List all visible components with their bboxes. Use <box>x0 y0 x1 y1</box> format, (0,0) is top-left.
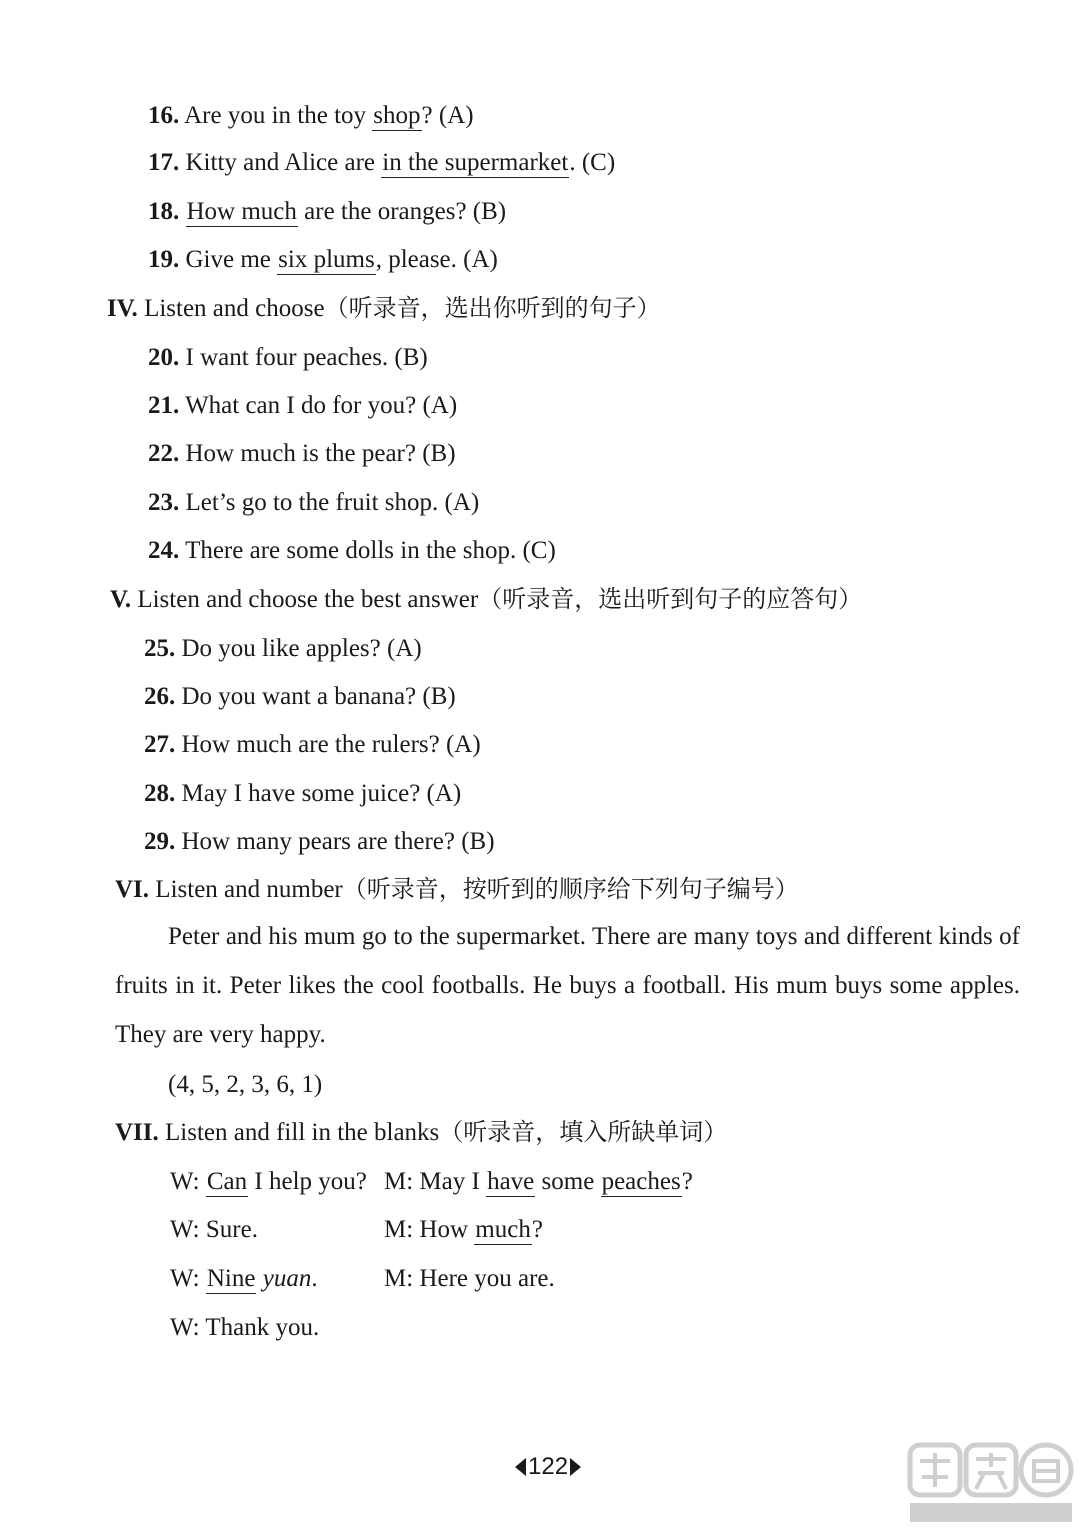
item-28 <box>144 781 461 806</box>
item-number: 29. <box>144 828 176 855</box>
item-text: , please. (A) <box>375 246 498 273</box>
page-number <box>515 1453 581 1481</box>
item-text: are the oranges? (B) <box>297 198 507 225</box>
item-number: 24. <box>148 537 180 564</box>
item-text: Are you in the toy <box>184 102 373 129</box>
item-text: How much is the pear? (B) <box>185 440 456 467</box>
watermark-logo-icon <box>906 1441 1076 1526</box>
section-heading-vi <box>115 877 799 902</box>
dialogue-text: . <box>311 1265 318 1292</box>
item-number: 28. <box>144 780 176 807</box>
page-number-text: 122 <box>528 1453 569 1480</box>
dialogue-w-line-1 <box>170 1169 367 1194</box>
item-text: What can I do for you? (A) <box>185 392 458 419</box>
item-25 <box>144 636 422 661</box>
item-number: 20. <box>148 344 180 371</box>
answer-underline: much <box>475 1216 531 1243</box>
item-number: 26. <box>144 683 176 710</box>
dialogue-text: W: <box>170 1168 206 1195</box>
item-17 <box>148 150 615 175</box>
section-numeral: VI. <box>115 876 150 903</box>
item-number: 25. <box>144 635 176 662</box>
item-number: 23. <box>148 489 180 516</box>
answer-underline: have <box>487 1168 535 1195</box>
item-number: 21. <box>148 392 180 419</box>
item-29 <box>144 829 495 854</box>
item-26 <box>144 684 456 709</box>
listening-passage <box>115 912 1020 1059</box>
item-number: 19. <box>148 246 180 273</box>
item-number: 17. <box>148 149 180 176</box>
dialogue-text: W: <box>170 1265 206 1292</box>
dialogue-m-line-1 <box>384 1169 693 1194</box>
item-19 <box>148 247 498 272</box>
item-text: Kitty and Alice are <box>185 149 382 176</box>
item-text: Do you like apples? (A) <box>181 635 422 662</box>
dialogue-w-line-4: W: Thank you. <box>170 1314 320 1341</box>
numbering-answer: (4, 5, 2, 3, 6, 1) <box>168 1071 323 1098</box>
item-27 <box>144 732 481 757</box>
answer-underline: Nine <box>206 1265 256 1292</box>
item-text: ? (A) <box>421 102 474 129</box>
section-numeral: IV. <box>107 295 138 322</box>
item-number: 27. <box>144 731 176 758</box>
triangle-left-icon <box>515 1458 526 1476</box>
answer-underline: six plums <box>278 246 375 273</box>
answer-underline: shop <box>373 102 421 129</box>
section-heading-vii <box>115 1120 727 1145</box>
dialogue-text: I help you? <box>248 1168 367 1195</box>
item-text: May I have some juice? (A) <box>181 780 462 807</box>
section-title-cn: （听录音，选出听到句子的应答句） <box>478 585 863 613</box>
dialogue-m-line-2 <box>384 1217 543 1242</box>
dialogue-w-line-2: W: Sure. <box>170 1216 258 1243</box>
dialogue-text: M: May I <box>384 1168 487 1195</box>
section-title-cn: （听录音，按听到的顺序给下列句子编号） <box>342 875 799 903</box>
section-title-cn: （听录音，填入所缺单词） <box>439 1118 728 1146</box>
triangle-right-icon <box>570 1458 581 1476</box>
dialogue-text: ? <box>531 1216 543 1243</box>
section-title: Listen and choose <box>144 295 325 322</box>
section-heading-iv <box>107 296 661 321</box>
section-heading-v <box>110 587 862 612</box>
item-22 <box>148 441 456 466</box>
dialogue-w-line-3 <box>170 1266 318 1291</box>
item-text: Give me <box>185 246 278 273</box>
dialogue-text: some <box>535 1168 601 1195</box>
dialogue-text: M: How <box>384 1216 475 1243</box>
item-20 <box>148 345 428 370</box>
item-18 <box>148 199 506 224</box>
answer-underline: peaches <box>601 1168 681 1195</box>
dialogue-text-italic: yuan <box>256 1265 312 1292</box>
item-23 <box>148 490 479 515</box>
item-text: How many pears are there? (B) <box>181 828 495 855</box>
answer-underline: How much <box>186 198 297 225</box>
item-text: Let’s go to the fruit shop. (A) <box>185 489 480 516</box>
section-title: Listen and choose the best answer <box>137 586 479 613</box>
item-text: There are some dolls in the shop. (C) <box>185 537 556 564</box>
dialogue-m-line-3: M: Here you are. <box>384 1265 555 1292</box>
item-21 <box>148 393 457 418</box>
answer-underline: in the supermarket <box>382 149 569 176</box>
item-text: . (C) <box>569 149 616 176</box>
section-title: Listen and fill in the blanks <box>165 1119 440 1146</box>
answer-underline: Can <box>206 1168 248 1195</box>
item-16 <box>148 103 474 128</box>
section-title: Listen and number <box>155 876 343 903</box>
section-numeral: V. <box>110 586 132 613</box>
section-title-cn: （听录音，选出你听到的句子） <box>324 294 661 322</box>
item-text: I want four peaches. (B) <box>185 344 428 371</box>
item-number: 18. <box>148 198 180 225</box>
item-text: Do you want a banana? (B) <box>181 683 456 710</box>
item-text: How much are the rulers? (A) <box>181 731 481 758</box>
dialogue-text: ? <box>681 1168 693 1195</box>
passage-text: Peter and his mum go to the supermarket. There are many toys and different kinds of fruits in it. Peter likes the cool footballs. He buys a football. His mum buys some apples. They are very happy. <box>115 923 1020 1048</box>
section-numeral: VII. <box>115 1119 159 1146</box>
item-number: 16. <box>148 102 180 129</box>
item-24 <box>148 538 556 563</box>
item-number: 22. <box>148 440 180 467</box>
